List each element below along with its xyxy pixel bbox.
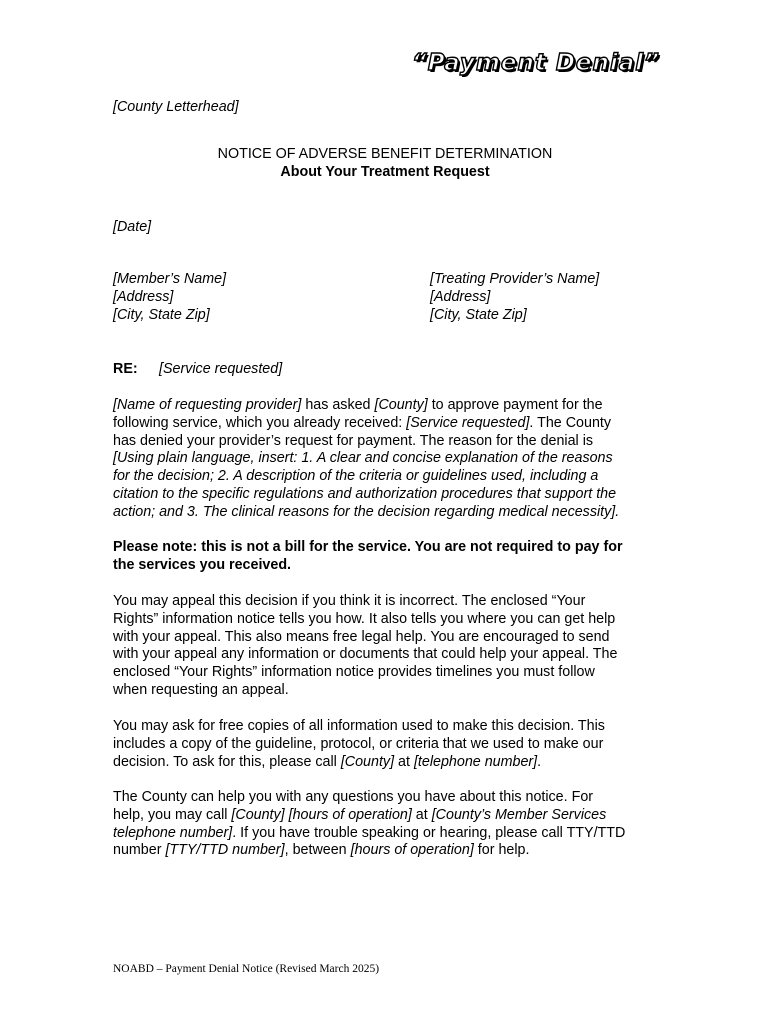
notice-subtitle: About Your Treatment Request	[280, 163, 490, 180]
paragraph-line: Rights” information notice tells you how. It also tells you where you can get help	[113, 610, 616, 627]
text-span: . If you have trouble speaking or hearing, please call TTY/TTD	[232, 824, 626, 841]
paragraph-line: includes a copy of the guideline, protocol, or criteria that we used to make our	[113, 735, 604, 752]
placeholder-text: [County’s Member Services	[431, 806, 607, 823]
placeholder-text: [Name of requesting provider]	[113, 397, 302, 413]
placeholder-text: [Service requested]	[406, 414, 530, 431]
placeholder-text: [Using plain language, insert: 1. A clear and concise explanation of the reasons	[113, 450, 613, 467]
placeholder-text: [TTY/TTD number]	[165, 842, 285, 859]
paragraph-line	[113, 468, 661, 486]
paragraph-line	[113, 450, 661, 468]
text-span: , between	[284, 842, 351, 859]
provider-city: [City, State Zip]	[430, 306, 527, 323]
placeholder-text: [County] [hours of operation]	[231, 806, 412, 823]
paragraph-denial-reason	[113, 397, 661, 522]
paragraph-line: You may appeal this decision if you think it is incorrect. The enclosed “Your	[113, 593, 586, 609]
provider-address: [Address]	[430, 288, 491, 305]
text-span: at	[394, 753, 414, 770]
placeholder-text: [County]	[340, 753, 395, 770]
text-span: has asked	[301, 397, 375, 413]
text-span: decision. To ask for this, please call	[113, 753, 341, 770]
placeholder-text: telephone number]	[113, 824, 233, 841]
paragraph-line: enclosed “Your Rights” information notice provides timelines you must follow	[113, 664, 595, 681]
member-city: [City, State Zip]	[113, 306, 210, 323]
member-name: [Member’s Name]	[113, 271, 227, 287]
paragraph-line	[113, 754, 661, 772]
placeholder-text: for the decision; 2. A description of the criteria or guidelines used, including a	[113, 468, 599, 485]
member-address-block	[113, 271, 226, 324]
paragraph-line	[113, 842, 661, 860]
paragraph-line	[113, 504, 661, 522]
provider-name: [Treating Provider’s Name]	[430, 271, 600, 287]
paragraph-line: with your appeal any information or documents that could help your appeal. The	[113, 646, 618, 663]
text-span: . The County	[529, 414, 612, 431]
placeholder-text: [County]	[374, 397, 428, 413]
paragraph-line: with your appeal. This also means free legal help. You are encouraged to send	[113, 628, 610, 645]
re-service-requested: [Service requested]	[159, 361, 283, 377]
paragraph-line	[113, 486, 661, 504]
paragraph-line: The County can help you with any questions you have about this notice. For	[113, 789, 594, 805]
text-span: at	[411, 806, 432, 823]
text-span: to approve payment for the	[427, 397, 603, 413]
paragraph-not-a-bill	[113, 539, 661, 575]
paragraph-appeal-rights	[113, 593, 661, 700]
text-span: .	[537, 753, 542, 770]
paragraph-line: You may ask for free copies of all information used to make this decision. This	[113, 718, 605, 734]
text-span: help, you may call	[113, 806, 232, 823]
text-span: for help.	[473, 842, 530, 859]
paragraph-free-copies	[113, 718, 661, 771]
paragraph-line: Please note: this is not a bill for the service. You are not required to pay for	[113, 539, 623, 555]
placeholder-text: [telephone number]	[413, 753, 538, 770]
placeholder-text: [hours of operation]	[350, 842, 474, 859]
member-address: [Address]	[113, 288, 174, 305]
text-span: number	[113, 842, 166, 859]
text-span: following service, which you already received:	[113, 414, 407, 431]
paragraph-line: has denied your provider’s request for payment. The reason for the denial is	[113, 432, 594, 449]
notice-title-block	[113, 146, 657, 182]
provider-address-block	[430, 271, 599, 324]
paragraph-county-help	[113, 789, 661, 860]
paragraph-line: when requesting an appeal.	[113, 681, 289, 698]
placeholder-text: citation to the specific regulations and authorization procedures that support the	[113, 485, 617, 502]
placeholder-text: action; and 3. The clinical reasons for the decision regarding medical necessity].	[113, 503, 620, 520]
page-footer: NOABD – Payment Denial Notice (Revised March 2025)	[113, 963, 380, 975]
paragraph-line	[113, 807, 661, 825]
re-label: RE:	[113, 361, 138, 377]
re-line	[113, 361, 282, 379]
payment-denial-stamp: “Payment Denial”	[411, 50, 660, 76]
paragraph-line: the services you received.	[113, 556, 292, 573]
paragraph-line	[113, 397, 661, 415]
paragraph-line	[113, 825, 661, 843]
notice-title: NOTICE OF ADVERSE BENEFIT DETERMINATION	[217, 146, 553, 162]
date-field: [Date]	[113, 219, 152, 235]
paragraph-line	[113, 415, 661, 433]
county-letterhead: [County Letterhead]	[113, 99, 239, 115]
